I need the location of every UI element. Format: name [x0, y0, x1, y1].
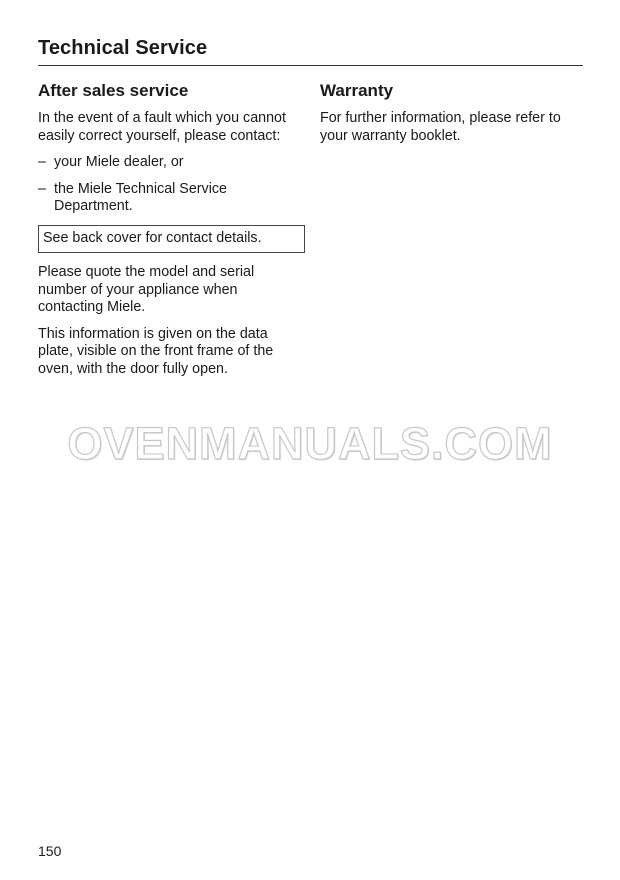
- after-sales-intro: In the event of a fault which you cannot easily correct yourself, please contact:: [38, 110, 286, 144]
- after-sales-column: [38, 80, 306, 387]
- warranty-heading: Warranty: [320, 81, 394, 100]
- bullet-text: the Miele Technical Service Department.: [54, 180, 227, 214]
- data-plate-paragraph: This information is given on the data plate, visible on the front frame of the oven, with the door fully open.: [38, 325, 274, 377]
- bullet-dash: –: [38, 180, 46, 197]
- contact-note-box: See back cover for contact details.: [38, 225, 305, 254]
- after-sales-heading: After sales service: [38, 81, 189, 100]
- list-item: [38, 181, 306, 216]
- model-serial-paragraph: Please quote the model and serial number of your appliance when contacting Miele.: [38, 264, 255, 315]
- warranty-text: For further information, please refer to your warranty booklet.: [320, 110, 561, 144]
- watermark: OVENMANUALS.COM: [67, 418, 553, 469]
- warranty-column: [320, 80, 582, 154]
- title-divider: [38, 65, 583, 66]
- list-item: [38, 154, 306, 172]
- bullet-text: your Miele dealer, or: [54, 154, 184, 170]
- page-number: 150: [38, 843, 62, 859]
- bullet-dash: –: [38, 154, 46, 170]
- page-title: Technical Service: [38, 37, 208, 59]
